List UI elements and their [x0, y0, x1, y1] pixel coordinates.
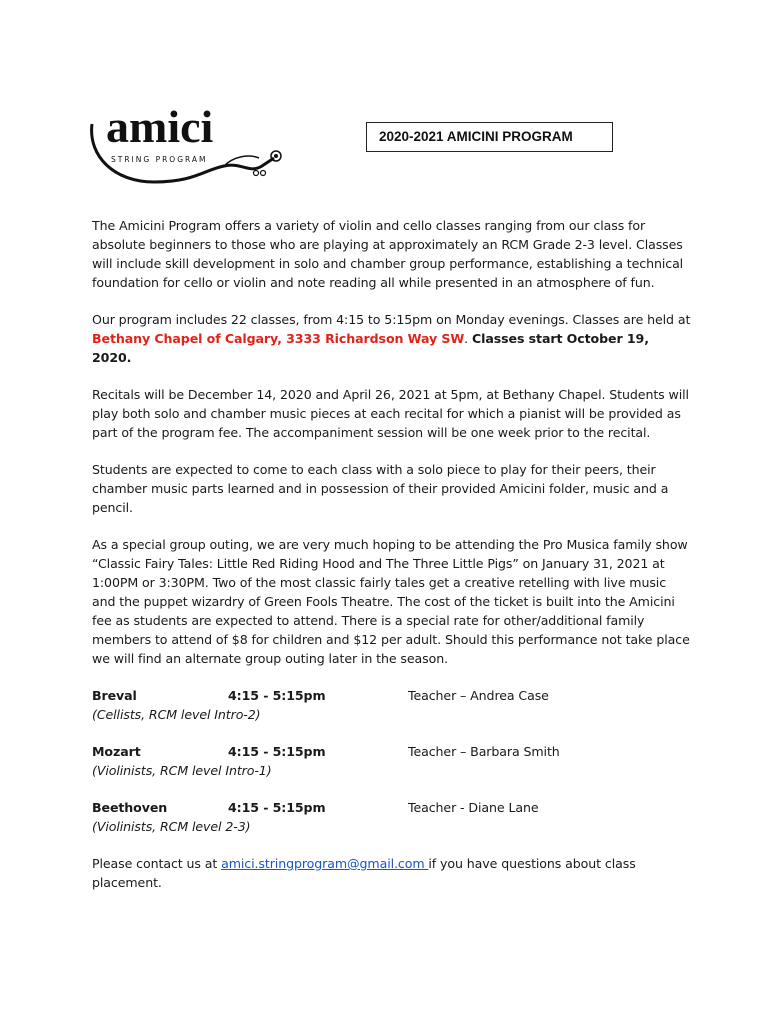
schedule-intro: Our program includes 22 classes, from 4:15 to 5:15pm on Monday evenings. Classes are held at [92, 312, 691, 327]
email-link[interactable]: amici.stringprogram@gmail.com [221, 856, 429, 871]
contact-paragraph [92, 854, 692, 892]
class-teacher: Teacher – Andrea Case [408, 688, 549, 703]
class-time: 4:15 - 5:15pm [228, 688, 326, 703]
schedule-paragraph [92, 310, 692, 367]
class-time: 4:15 - 5:15pm [228, 800, 326, 815]
start-date-text: Classes start October 19, 2020. [92, 331, 649, 365]
class-entry [92, 798, 692, 836]
class-name: Beethoven [92, 800, 168, 815]
class-level: (Violinists, RCM level Intro-1) [92, 763, 272, 778]
expectations-paragraph: Students are expected to come to each class with a solo piece to play for their peers, their chamber music parts learned and in possession of their provided Amicini folder, music and a pencil. [92, 462, 669, 515]
violin-scroll-logo-icon [84, 96, 294, 192]
intro-paragraph: The Amicini Program offers a variety of violin and cello classes ranging from our class for absolute beginners to those who are playing at approximately an RCM Grade 2-3 level. Classes will include skill development in solo and chamber group performance, establishing a technical foundation for cello or violin and note reading all while presented in an atmosphere of fun. [92, 218, 684, 290]
program-title: 2020-2021 AMICINI PROGRAM [366, 122, 613, 152]
amici-logo [84, 96, 294, 192]
class-entry [92, 686, 692, 724]
logo-subtitle: STRING PROGRAM [111, 155, 208, 164]
class-teacher: Teacher – Barbara Smith [408, 744, 560, 759]
contact-before: Please contact us at [92, 856, 222, 871]
class-level: (Violinists, RCM level 2-3) [92, 819, 251, 834]
class-entry [92, 742, 692, 780]
location-text: Bethany Chapel of Calgary, 3333 Richardson Way SW [92, 331, 465, 346]
class-time: 4:15 - 5:15pm [228, 744, 326, 759]
class-name: Breval [92, 688, 137, 703]
contact-after: if you have questions about class placement. [92, 856, 636, 890]
schedule-sep: . [464, 331, 472, 346]
recitals-paragraph: Recitals will be December 14, 2020 and April 26, 2021 at 5pm, at Bethany Chapel. Students will play both solo and chamber music pieces at each recital for which a pianist will be provided as part of the program fee. The accompaniment session will be one week prior to the recital. [92, 387, 689, 440]
class-name: Mozart [92, 744, 141, 759]
logo-word: amici [106, 101, 214, 152]
class-level: (Cellists, RCM level Intro-2) [92, 707, 261, 722]
outing-paragraph: As a special group outing, we are very much hoping to be attending the Pro Musica family show “Classic Fairy Tales: Little Red Riding Hood and The Three Little Pigs” on January 31, 2021 at 1:00PM or 3:30PM. Two of the most classic fairly tales get a creative retelling with live music and the puppet wizardry of Green Fools Theatre. The cost of the ticket is built into the Amicini fee as students are expected to attend. There is a special rate for other/additional family members to attend of $8 for children and $12 per adult. Should this performance not take place we will find an alternate group outing later in the season. [92, 537, 690, 666]
document-body [92, 216, 692, 910]
class-teacher: Teacher - Diane Lane [408, 800, 539, 815]
